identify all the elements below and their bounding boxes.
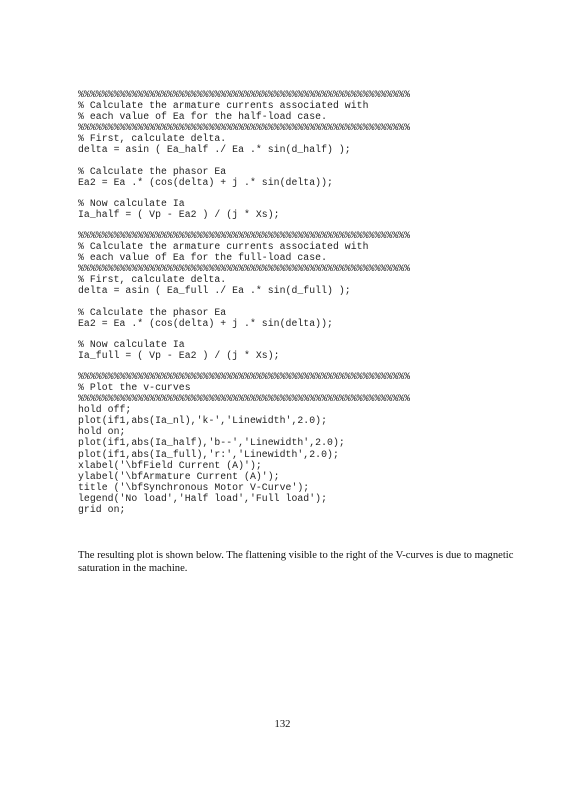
code-line: Ea2 = Ea .* (cos(delta) + j .* sin(delta));: [78, 317, 333, 329]
code-line: xlabel('\bfField Current (A)');: [78, 459, 262, 471]
blank-line: [78, 329, 548, 339]
code-line: hold on;: [78, 426, 126, 438]
blank-line: [78, 156, 548, 166]
code-line: % Plot the v-curves: [78, 381, 191, 393]
code-line: plot(if1,abs(Ia_half),'b--','Linewidth',2.0);: [78, 437, 345, 449]
code-line: Ia_full = ( Vp - Ea2 ) / (j * Xs);: [78, 349, 280, 361]
blank-line: [78, 220, 548, 230]
code-line: Ia_half = ( Vp - Ea2 ) / (j * Xs);: [78, 208, 280, 220]
code-line: delta = asin ( Ea_full ./ Ea .* sin(d_full) );: [78, 285, 351, 297]
code-line: delta = asin ( Ea_half ./ Ea .* sin(d_half) );: [78, 144, 351, 156]
code-section-plot: [78, 371, 548, 515]
code-line: plot(if1,abs(Ia_nl),'k-','Linewidth',2.0);: [78, 415, 328, 427]
code-line: % Calculate the phasor Ea: [78, 306, 227, 318]
code-line: Ea2 = Ea .* (cos(delta) + j .* sin(delta));: [78, 176, 333, 188]
code-line: %%%%%%%%%%%%%%%%%%%%%%%%%%%%%%%%%%%%%%%%%%%%%%%%%%%%%%%%: [78, 89, 411, 100]
code-line: % Now calculate Ia: [78, 197, 185, 209]
code-line: %%%%%%%%%%%%%%%%%%%%%%%%%%%%%%%%%%%%%%%%%%%%%%%%%%%%%%%%: [78, 122, 411, 134]
matlab-code-listing: [78, 89, 548, 515]
code-line: hold off;: [78, 404, 132, 416]
blank-line: [78, 188, 548, 198]
code-line: % Now calculate Ia: [78, 338, 185, 350]
page-number: 132: [274, 719, 291, 730]
code-section-full-load-ia: [78, 339, 548, 361]
code-line: %%%%%%%%%%%%%%%%%%%%%%%%%%%%%%%%%%%%%%%%%%%%%%%%%%%%%%%%: [78, 393, 411, 405]
code-line: ylabel('\bfArmature Current (A)');: [78, 470, 280, 482]
code-section-half-load-delta: [78, 89, 548, 156]
code-line: %%%%%%%%%%%%%%%%%%%%%%%%%%%%%%%%%%%%%%%%%%%%%%%%%%%%%%%%: [78, 263, 411, 275]
blank-line: [78, 361, 548, 371]
code-line: legend('No load','Half load','Full load');: [78, 492, 328, 504]
code-line: % First, calculate delta.: [78, 133, 227, 145]
code-line: % each value of Ea for the half-load case.: [78, 111, 328, 123]
code-section-full-load-phasor: [78, 307, 548, 329]
code-line: %%%%%%%%%%%%%%%%%%%%%%%%%%%%%%%%%%%%%%%%%%%%%%%%%%%%%%%%: [78, 229, 411, 241]
code-section-half-load-phasor: [78, 166, 548, 188]
code-line: % Calculate the phasor Ea: [78, 165, 227, 177]
code-section-full-load-delta: [78, 230, 548, 297]
code-line: %%%%%%%%%%%%%%%%%%%%%%%%%%%%%%%%%%%%%%%%%%%%%%%%%%%%%%%%: [78, 370, 411, 382]
code-line: plot(if1,abs(Ia_full),'r:','Linewidth',2.0);: [78, 448, 339, 460]
code-line: title ('\bfSynchronous Motor V-Curve');: [78, 481, 310, 493]
code-line: % Calculate the armature currents associated with: [78, 100, 369, 112]
blank-line: [78, 297, 548, 307]
code-line: % Calculate the armature currents associated with: [78, 241, 369, 253]
code-section-half-load-ia: [78, 198, 548, 220]
code-line: grid on;: [78, 504, 126, 515]
body-paragraph: The resulting plot is shown below. The flattening visible to the right of the V-curves is due to magnetic saturation in the machine.: [78, 549, 514, 574]
code-line: % each value of Ea for the full-load case.: [78, 252, 328, 264]
code-line: % First, calculate delta.: [78, 274, 227, 286]
